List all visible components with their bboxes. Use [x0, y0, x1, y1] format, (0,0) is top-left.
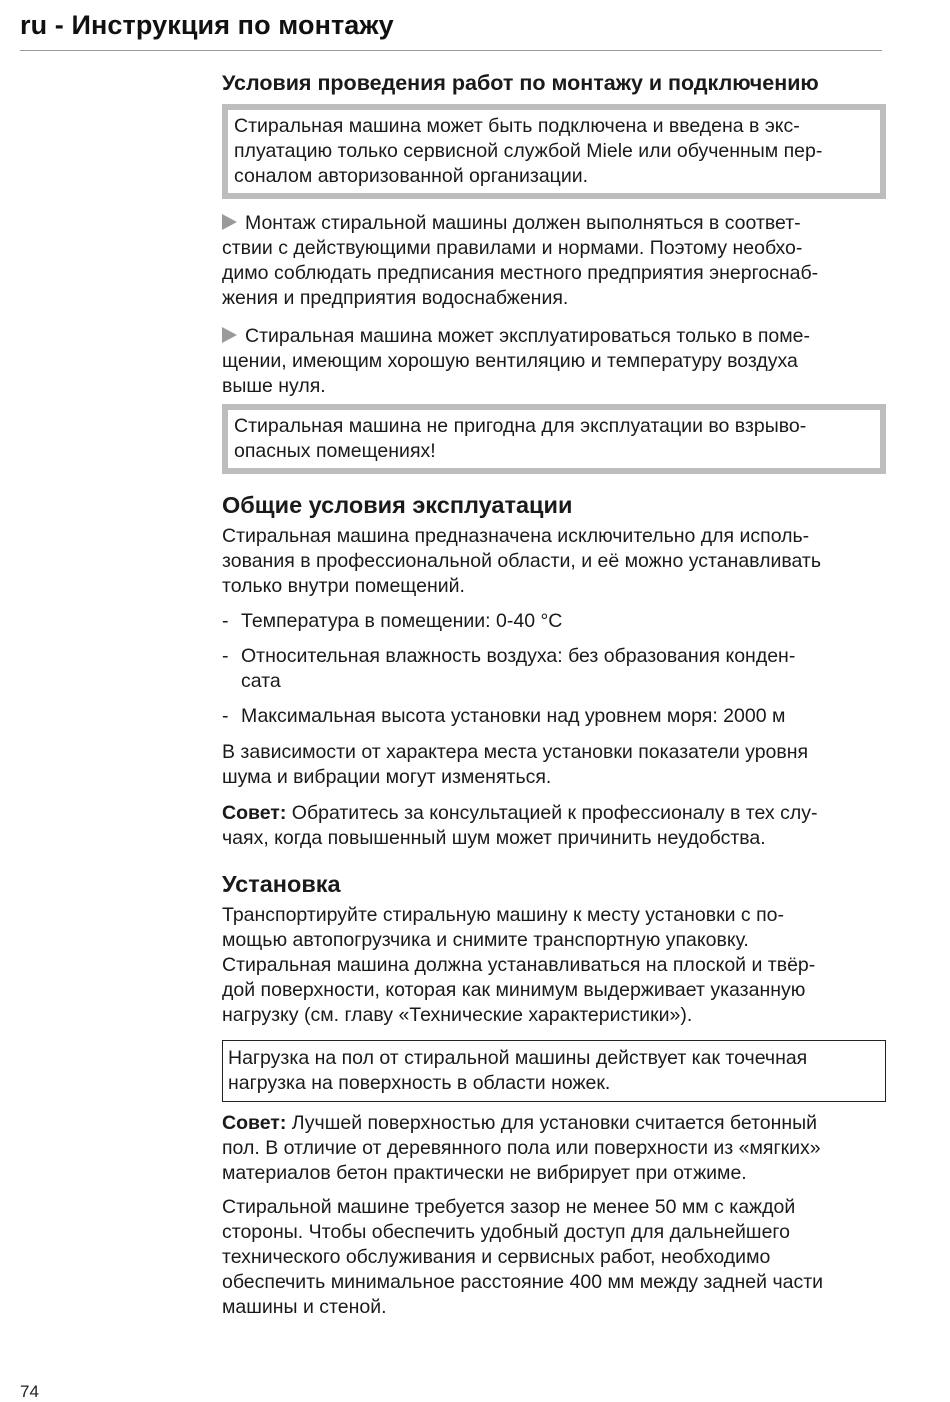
- list-dash: -: [222, 645, 229, 667]
- text-line: шума и вибрации могут изменяться.: [222, 766, 552, 788]
- text-line: обеспечить минимальное расстояние 400 мм между задней части: [222, 1271, 824, 1293]
- warning-box-service: [222, 104, 886, 199]
- tip-label: Совет:: [222, 1112, 287, 1134]
- text-line: выше нуля.: [222, 375, 326, 397]
- list-dash: -: [222, 610, 229, 632]
- text-line: Стиральная машина может эксплуатироваться только в поме-: [245, 325, 810, 347]
- text-line: Транспортируйте стиральную машину к месту установки с по-: [222, 904, 784, 926]
- text-line: Стиральной машине требуется зазор не менее 50 мм с каждой: [222, 1196, 796, 1218]
- text-line: сата: [241, 670, 281, 692]
- text-line: пол. В отличие от деревянного пола или поверхности из «мягких»: [222, 1137, 821, 1159]
- list-dash: -: [222, 705, 229, 727]
- operation-intro: [222, 524, 886, 599]
- header-divider: [20, 50, 882, 51]
- text-line: зования в профессиональной области, и её можно устанавливать: [222, 550, 821, 572]
- bullet-paragraph-ventilation: [222, 324, 886, 399]
- text-line: Стиральная машина должна устанавливаться на плоской и твёр-: [222, 954, 816, 976]
- text-line: стороны. Чтобы обеспечить удобный доступ для дальнейшего: [222, 1221, 790, 1243]
- list-item-temperature: [222, 609, 886, 634]
- text-line: материалов бетон практически не вибрирует при отжиме.: [222, 1162, 747, 1184]
- note-line: нагрузка на поверхность в области ножек.: [228, 1072, 611, 1094]
- section-title-operation: Общие условия эксплуатации: [222, 492, 573, 518]
- list-item-altitude: [222, 704, 886, 729]
- note-line: Нагрузка на пол от стиральной машины действует как точечная: [228, 1047, 808, 1069]
- tip-paragraph-noise: [222, 801, 886, 851]
- text-line: чаях, когда повышенный шум может причинить неудобства.: [222, 827, 766, 849]
- warning-box-explosive: [222, 404, 886, 474]
- section-title-conditions: Условия проведения работ по монтажу и подключению: [222, 71, 819, 95]
- section-title-installation: Установка: [222, 871, 341, 897]
- text-line: технического обслуживания и сервисных работ, необходимо: [222, 1246, 771, 1268]
- page-number: 74: [20, 1382, 39, 1401]
- tip-label: Совет:: [222, 802, 287, 824]
- clearance-paragraph: [222, 1195, 886, 1320]
- installation-intro: [222, 903, 886, 1028]
- text-line: Обратитесь за консультацией к профессионалу в тех слу-: [286, 802, 818, 824]
- text-line: В зависимости от характера места установки показатели уровня: [222, 741, 809, 763]
- main-content: [222, 68, 886, 1320]
- bullet-paragraph-standards: [222, 211, 886, 311]
- noise-paragraph: [222, 740, 886, 790]
- text-line: машины и стеной.: [222, 1296, 387, 1318]
- list-item-humidity: [222, 644, 886, 694]
- text-line: щении, имеющим хорошую вентиляцию и температуру воздуха: [222, 350, 798, 372]
- text-line: Монтаж стиральной машины должен выполняться в соответ-: [245, 212, 801, 234]
- note-box-floor-load: [222, 1040, 886, 1102]
- page-header-title: ru - Инструкция по монтажу: [20, 10, 394, 40]
- warning-line: соналом авторизованной организации.: [234, 165, 589, 187]
- warning-line: Стиральная машина может быть подключена и введена в экс-: [234, 115, 800, 137]
- text-line: нагрузку (см. главу «Технические характеристики»).: [222, 1004, 693, 1026]
- text-line: Относительная влажность воздуха: без образования конден-: [241, 645, 796, 667]
- tip-paragraph-floor: [222, 1111, 886, 1186]
- text-line: дой поверхности, которая как минимум выдерживает указанную: [222, 979, 806, 1001]
- warning-line: Стиральная машина не пригодна для эксплуатации во взрыво-: [234, 415, 807, 437]
- text-line: жения и предприятия водоснабжения.: [222, 287, 569, 309]
- warning-line: опасных помещениях!: [234, 440, 436, 462]
- triangle-bullet-icon: [222, 327, 237, 343]
- text-line: Температура в помещении: 0-40 °C: [241, 610, 563, 632]
- warning-line: плуатацию только сервисной службой Miele или обученным пер-: [234, 140, 823, 162]
- text-line: Максимальная высота установки над уровнем моря: 2000 м: [241, 705, 786, 727]
- text-line: только внутри помещений.: [222, 575, 465, 597]
- text-line: мощью автопогрузчика и снимите транспортную упаковку.: [222, 929, 749, 951]
- text-line: ствии с действующими правилами и нормами. Поэтому необхо-: [222, 237, 803, 259]
- triangle-bullet-icon: [222, 214, 237, 230]
- text-line: Стиральная машина предназначена исключительно для исполь-: [222, 525, 810, 547]
- text-line: димо соблюдать предписания местного предприятия энергоснаб-: [222, 262, 819, 284]
- text-line: Лучшей поверхностью для установки считается бетонный: [286, 1112, 818, 1134]
